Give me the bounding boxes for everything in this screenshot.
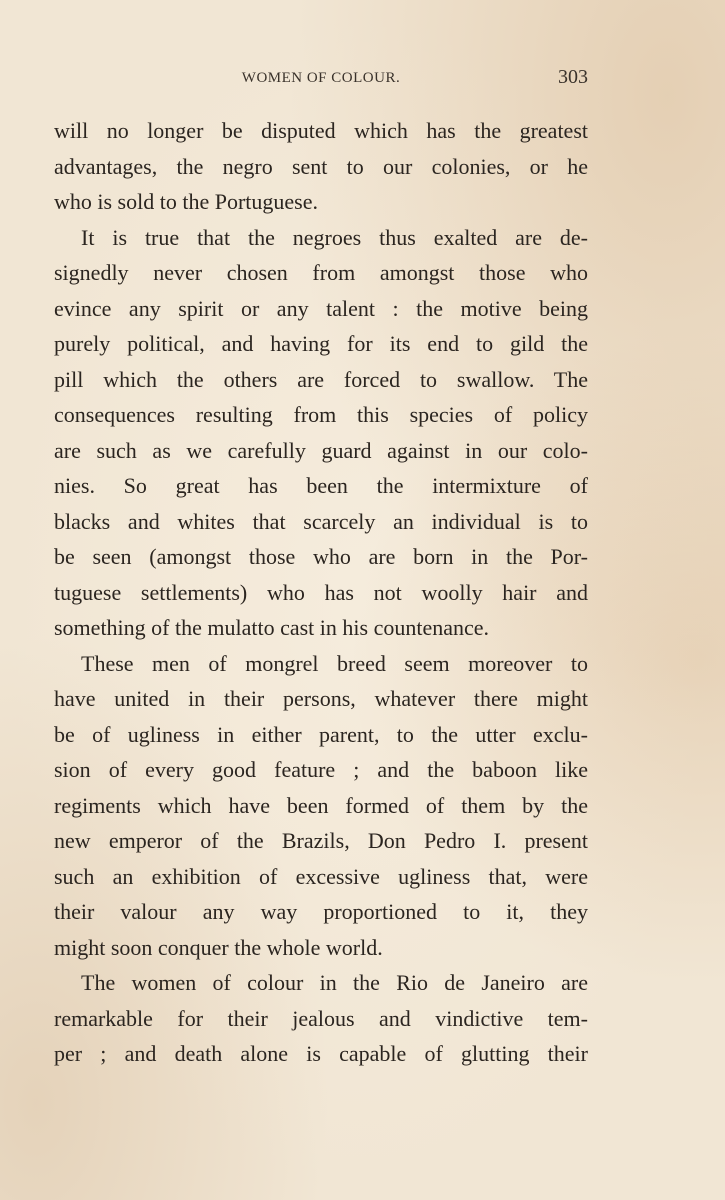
text-line: their valour any way proportioned to it, they bbox=[54, 899, 588, 924]
paragraph-start-line: It is true that the negroes thus exalted are de- bbox=[81, 224, 588, 250]
running-title: WOMEN OF COLOUR. bbox=[241, 70, 401, 86]
text-line: will no longer be disputed which has the greatest bbox=[54, 118, 588, 143]
text-line: consequences resulting from this species of policy bbox=[54, 402, 588, 427]
text-line: be of ugliness in either parent, to the utter exclu- bbox=[54, 721, 588, 747]
text-line: be seen (amongst those who are born in the Por- bbox=[54, 544, 588, 569]
text-line: signedly never chosen from amongst those who bbox=[54, 260, 588, 285]
text-line: such an exhibition of excessive ugliness that, were bbox=[54, 863, 588, 889]
text-line: advantages, the negro sent to our colonies, or he bbox=[54, 153, 588, 179]
text-line: pill which the others are forced to swallow. The bbox=[54, 366, 588, 392]
text-line: purely political, and having for its end to gild the bbox=[54, 331, 588, 356]
text-line: are such as we carefully guard against in our colo- bbox=[54, 437, 588, 463]
text-line: sion of every good feature ; and the baboon like bbox=[54, 757, 588, 782]
text-line: blacks and whites that scarcely an individual is to bbox=[54, 508, 588, 534]
text-line: who is sold to the Portuguese. bbox=[54, 189, 318, 214]
running-head bbox=[54, 66, 588, 100]
paragraph-start-line: These men of mongrel breed seem moreover to bbox=[81, 650, 588, 676]
text-line: regiments which have been formed of them by the bbox=[54, 792, 588, 818]
text-line: might soon conquer the whole world. bbox=[54, 934, 383, 960]
text-line: per ; and death alone is capable of glutting their bbox=[54, 1041, 588, 1066]
text-line: new emperor of the Brazils, Don Pedro I. present bbox=[54, 828, 588, 853]
paragraph-start-line: The women of colour in the Rio de Janeiro are bbox=[81, 970, 588, 995]
text-line: remarkable for their jealous and vindictive tem- bbox=[54, 1005, 588, 1031]
body-text bbox=[54, 113, 588, 1072]
text-line: evince any spirit or any talent : the motive being bbox=[54, 295, 588, 321]
text-line: something of the mulatto cast in his countenance. bbox=[54, 615, 490, 640]
text-line: nies. So great has been the intermixture of bbox=[54, 473, 588, 498]
page-number: 303 bbox=[558, 66, 588, 88]
text-line: tuguese settlements) who has not woolly hair and bbox=[54, 579, 588, 605]
text-line: have united in their persons, whatever there might bbox=[54, 686, 588, 711]
